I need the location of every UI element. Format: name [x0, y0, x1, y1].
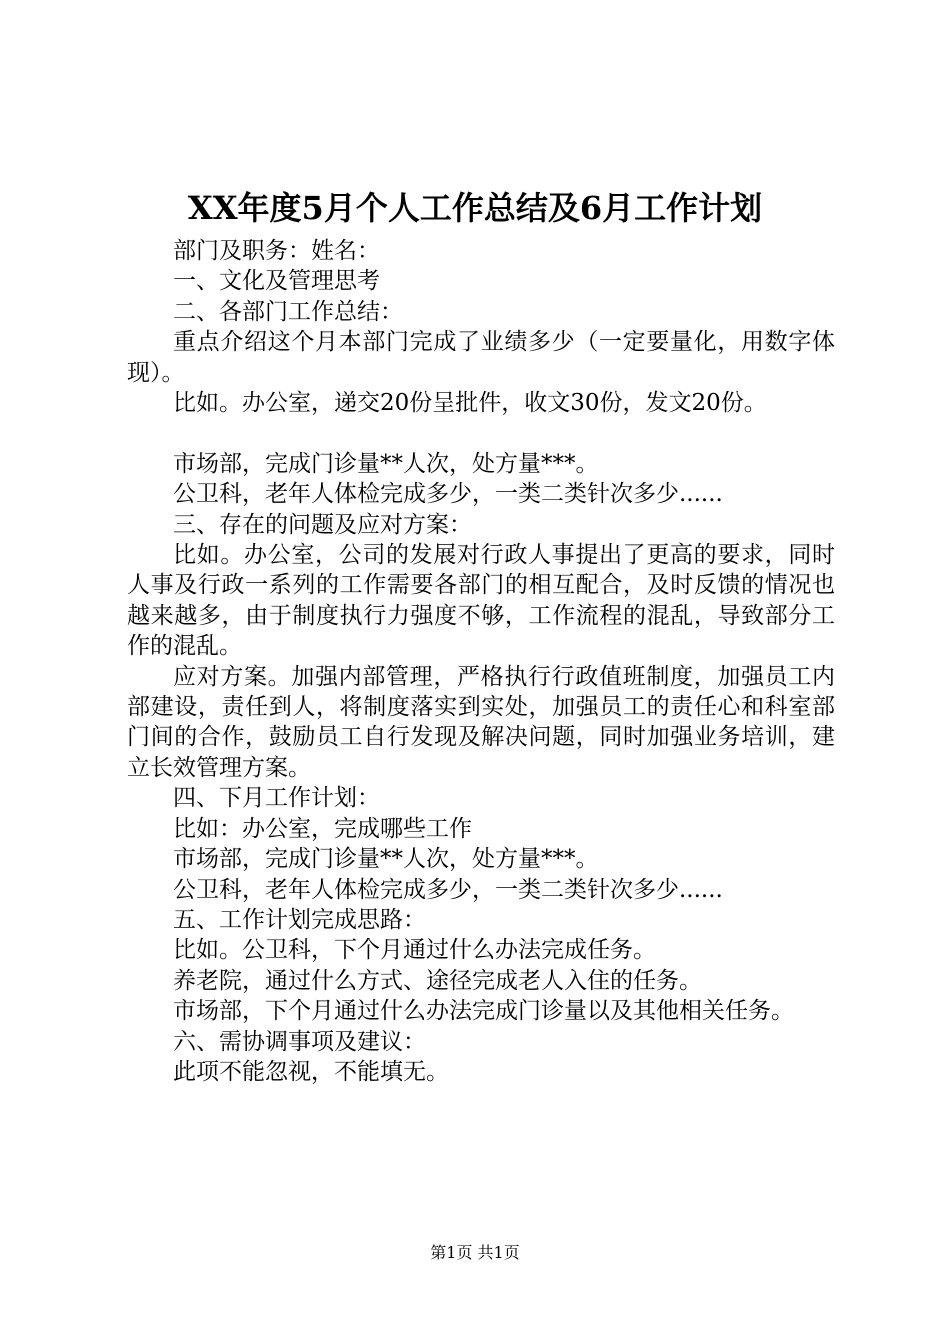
paragraph-section-5: 五、工作计划完成思路：: [173, 906, 426, 933]
paragraph-approach-public-health: 比如。公卫科，下个月通过什么办法完成任务。: [173, 937, 656, 964]
paragraph-office-example: 比如。办公室，递交20份呈批件，收文30份，发文20份。: [173, 390, 767, 417]
paragraph-solutions: 应对方案。加强内部管理，严格执行行政值班制度，加强员工内部建设，责任到人，将制度落实到实处，加强员工的责任心和科室部门间的合作，鼓励员工自行发现及解决问题，同时加强业务培训，建立长效管理方案。: [127, 663, 835, 781]
paragraph-public-health: 公卫科，老年人体检完成多少，一类二类针次多少......: [173, 481, 723, 508]
paragraph-spacer: [127, 418, 835, 448]
paragraph-problems: 比如。办公室，公司的发展对行政人事提出了更高的要求，同时人事及行政一系列的工作需要各部门的相互配合，及时反馈的情况也越来越多，由于制度执行力强度不够，工作流程的混乱，导致部分工作的混乱。: [127, 542, 835, 660]
paragraph-department-name: 部门及职务：姓名：: [173, 238, 380, 264]
paragraph-plan-public-health: 公卫科，老年人体检完成多少，一类二类针次多少......: [173, 876, 723, 903]
document-body: [127, 236, 835, 1087]
document-title: XX年度5月个人工作总结及6月工作计划: [187, 189, 763, 227]
paragraph-section-3: 三、存在的问题及应对方案：: [173, 511, 472, 538]
paragraph-plan-market: 市场部，完成门诊量**人次，处方量***。: [173, 846, 599, 873]
paragraph-section-6: 六、需协调事项及建议：: [173, 1028, 426, 1055]
paragraph-section-4: 四、下月工作计划：: [173, 785, 380, 812]
paragraph-coordination-note: 此项不能忽视，不能填无。: [173, 1058, 449, 1085]
page-footer: 第1页 共1页: [430, 1243, 520, 1262]
paragraph-approach-market: 市场部，下个月通过什么办法完成门诊量以及其他相关任务。: [173, 998, 794, 1025]
paragraph-approach-nursing-home: 养老院，通过什么方式、途径完成老人入住的任务。: [173, 967, 702, 994]
paragraph-section-1: 一、文化及管理思考: [173, 268, 380, 295]
paragraph-section-2: 二、各部门工作总结：: [173, 298, 403, 325]
paragraph-summary-intro: 重点介绍这个月本部门完成了业绩多少（一定要量化，用数字体现）。: [127, 329, 835, 386]
paragraph-plan-office: 比如：办公室，完成哪些工作: [173, 815, 472, 842]
paragraph-market-dept: 市场部，完成门诊量**人次，处方量***。: [173, 450, 599, 477]
